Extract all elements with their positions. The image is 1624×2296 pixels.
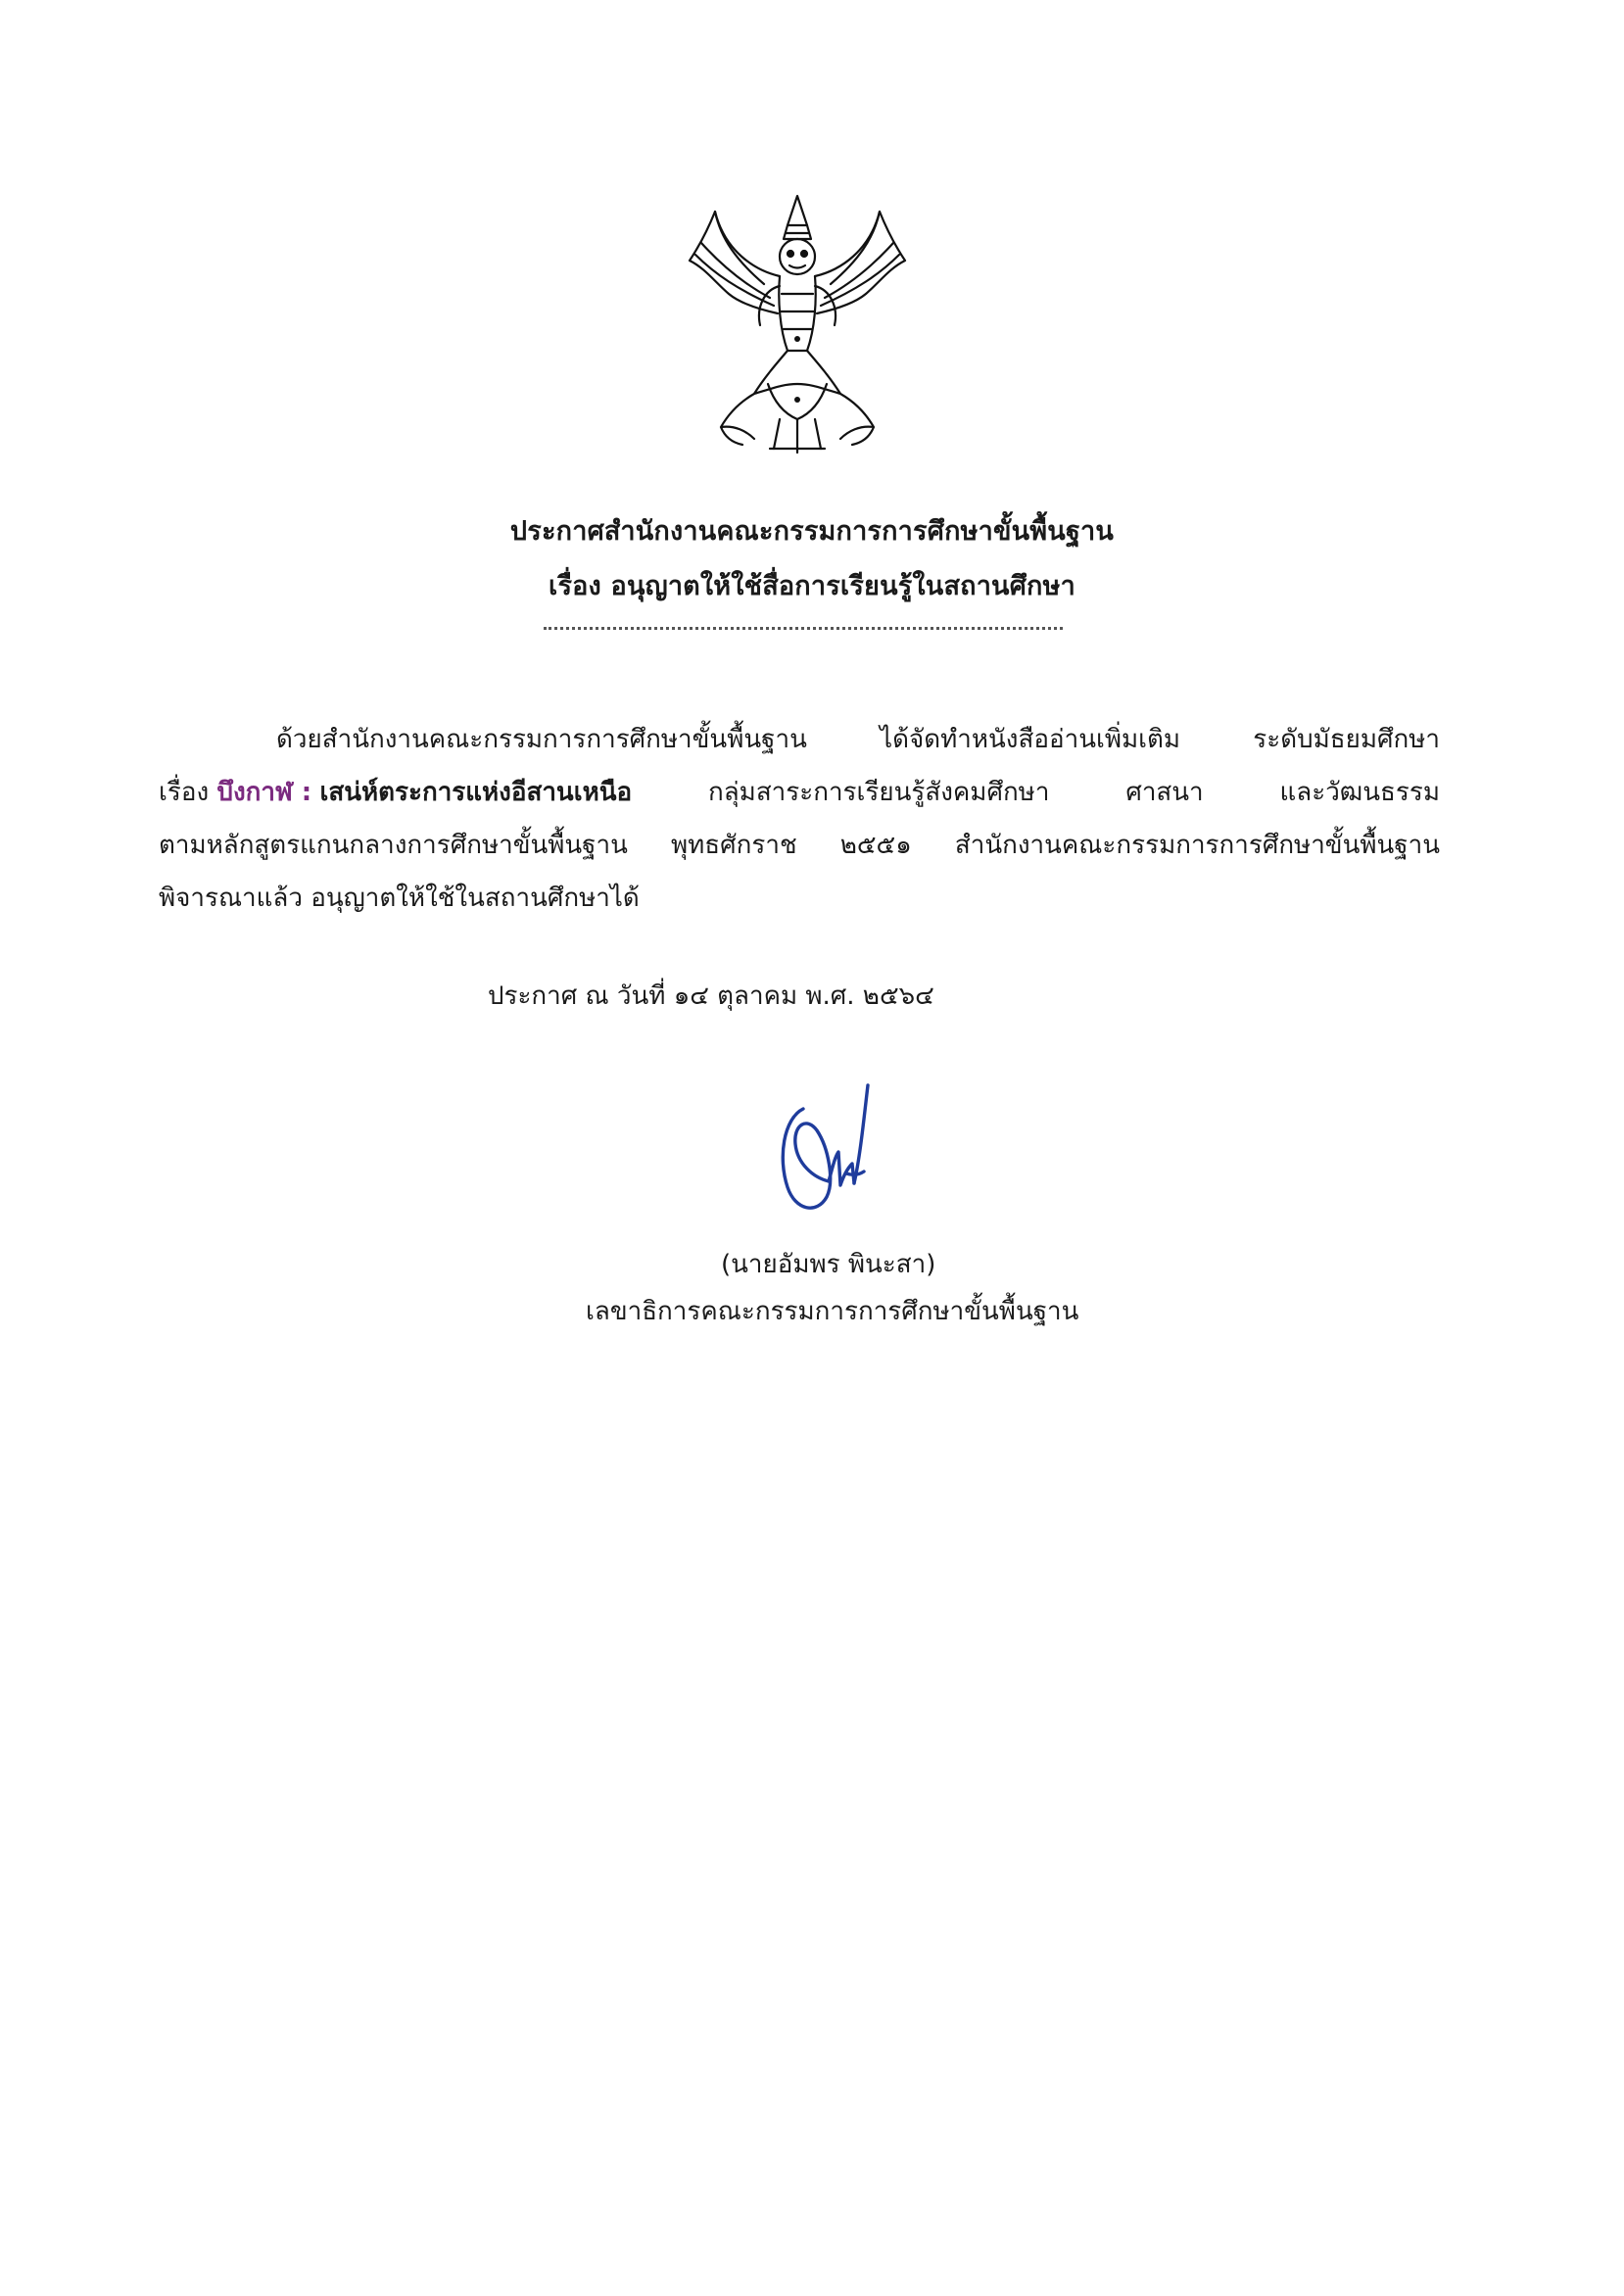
handwritten-signature-icon bbox=[774, 1079, 901, 1226]
book-title: เสน่ห์ตระการแห่งอีสานเหนือ bbox=[319, 778, 633, 807]
signer-position: เลขาธิการคณะกรรมการการศึกษาขั้นพื้นฐาน bbox=[586, 1297, 1079, 1326]
announcement-subject: เรื่อง อนุญาตให้ใช้สื่อการเรียนรู้ในสถานศึกษา bbox=[549, 571, 1075, 601]
garuda-emblem-icon bbox=[686, 192, 909, 456]
body-line-1: ด้วยสำนักงานคณะกรรมการการศึกษาขั้นพื้นฐาน ได้จัดทำหนังสืออ่านเพิ่มเติม ระดับมัธยมศึกษา bbox=[276, 725, 1440, 754]
body-line-4: พิจารณาแล้ว อนุญาตให้ใช้ในสถานศึกษาได้ bbox=[159, 884, 640, 913]
announcement-title: ประกาศสำนักงานคณะกรรมการการศึกษาขั้นพื้นฐาน bbox=[509, 516, 1115, 547]
subject-prefix: เรื่อง bbox=[159, 778, 210, 807]
announcement-date: ประกาศ ณ วันที่ ๑๔ ตุลาคม พ.ศ. ๒๕๖๔ bbox=[488, 981, 934, 1011]
announcement-body bbox=[159, 713, 1440, 929]
signer-name: (นายอัมพร พินะสา) bbox=[721, 1250, 936, 1279]
book-name: บึงกาฬ : bbox=[216, 778, 312, 807]
body-line-3: ตามหลักสูตรแกนกลางการศึกษาขั้นพื้นฐาน พุทธศักราช ๒๕๕๑ สำนักงานคณะกรรมการการศึกษาขั้นพื้นฐาน bbox=[159, 831, 1440, 860]
dotted-divider bbox=[544, 627, 1063, 630]
body-line-2: เรื่อง บึงกาฬ : เสน่ห์ตระการแห่งอีสานเหนือ กลุ่มสาระการเรียนรู้สังคมศึกษา ศาสนา และวัฒนธรรม bbox=[159, 778, 1440, 807]
